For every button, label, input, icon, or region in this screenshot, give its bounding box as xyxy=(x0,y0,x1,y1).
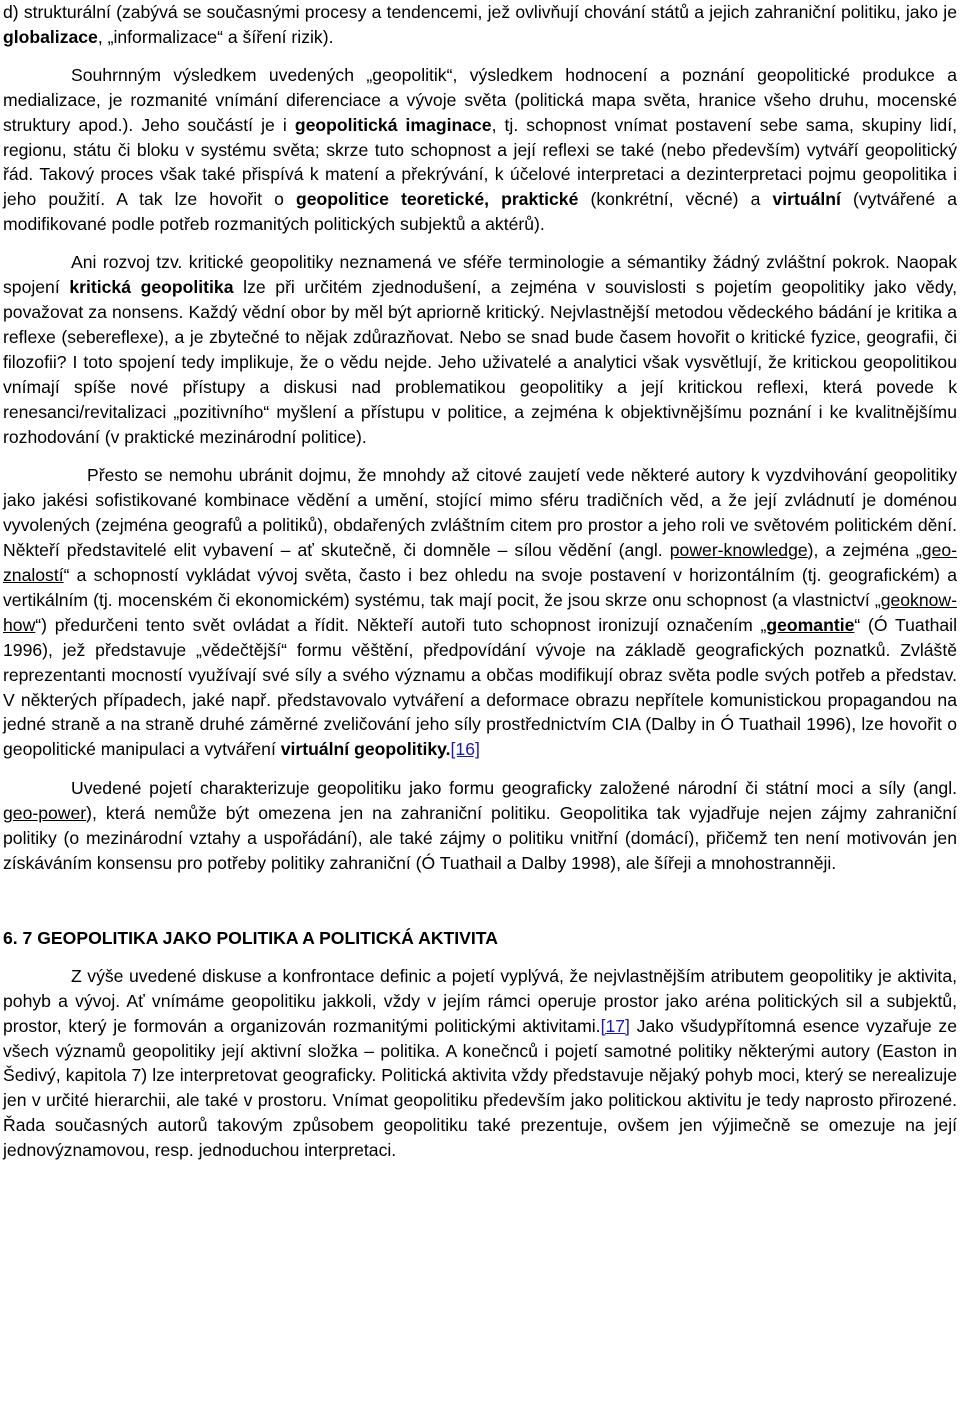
text: “) předurčeni tento svět ovládat a řídit. Někteří autoři tuto schopnost ironizují označením „ xyxy=(35,614,767,635)
paragraph-impression xyxy=(3,463,957,762)
text: d) strukturální (zabývá se současnými procesy a tendencemi, jež ovlivňují chování států a jejich zahraniční politiku, jako je xyxy=(3,2,957,22)
paragraph-geo-power xyxy=(3,776,957,876)
text: “ (Ó Tuathail 1996), jež představuje „vědečtější“ formu věštění, předpovídání vývoje na základě geografických poznatků. Zvláště reprezentanti mocností využívají své síly a svého významu a občas modifikují obraz světa podle svých potřeb a představ. V některých případech, jaké např. představovalo vytváření a deformace obrazu nepřítele komunistickou propagandou na jedné straně a na straně druhé záměrné zveličování jeho síly prostřednictvím CIA (Dalby in Ó Tuathail 1996), lze hovořit o geopolitické manipulaci a vytváření xyxy=(3,614,957,760)
bold-term-kriticka: kritická geopolitika xyxy=(69,277,234,298)
link-power-knowledge[interactable]: power-knowledge xyxy=(669,540,808,561)
text: lze při určitém zjednodušení, a zejména v souvislosti s pojetím geopolitiky jako vědy, považovat za nonsens. Každý vědní obor by měl být apriorně kritický. Nejvlastnější metodou vědeckého bádání je kritika a reflexe (sebereflexe), a je zbytečné to nějak zdůrazňovat. Nebo se snad bude časem hovořit o kritické fyzice, geografii, či filozofii? I toto spojení tedy implikuje, že o vědu nejde. Jeho uživatelé a analytici však vysvětlují, že kritickou geopolitikou vnímají spíše nové přístupy a diskusi nad problematikou geopolitiky a její kritickou reflexi, která povede k renesanci/revitalizaci „pozitivního“ myšlení a přístupu v politice, a zejména k objektivnějšímu poznání i ke kvalitnějšímu rozhodování (v praktické mezinárodní politice). xyxy=(3,277,957,447)
link-geo-power[interactable]: geo-power xyxy=(3,803,87,824)
bold-term-imaginace: geopolitická imaginace xyxy=(294,114,492,135)
footnote-link-17[interactable]: [17] xyxy=(600,1015,630,1036)
footnote-link-16[interactable]: [16] xyxy=(450,739,480,760)
text: (vytvářené a modifikované podle potřeb rozmanitých politických subjektů a aktérů). xyxy=(3,189,958,235)
document-page xyxy=(3,0,957,1163)
text: “ a schopností vykládat vývoj světa, často i bez ohledu na svoje postavení v horizontálním (tj. geografickém) a vertikálním (tj. mocenském či ekonomickém) systému, tak mají pocit, že jsou skrze onu schopnost (a vlastnictví „ xyxy=(3,565,957,610)
paragraph-structural xyxy=(3,0,957,50)
link-geo-znalosti[interactable]: geo-znalostí xyxy=(3,540,957,586)
bold-term-virtualni: virtuální xyxy=(772,189,841,210)
link-geomantie[interactable]: geomantie xyxy=(766,614,855,635)
section-heading: 6. 7 GEOPOLITIKA JAKO POLITIKA A POLITICKÁ AKTIVITA xyxy=(3,927,498,948)
text: , tj. schopnost vnímat postavení sebe sama, skupiny lidí, regionu, státu či bloku v systému světa; skrze tuto schopnost a její reflexi se také (nebo především) vytváří geopolitický řád. Takový proces však také přispívá k matení a překrývání, k účelové interpretaci a dezinterpretaci pojmu geopolitika i jeho použití. A tak lze hovořit o xyxy=(3,114,957,210)
bold-term-teoreticke: geopolitice teoretické, praktické xyxy=(296,189,579,210)
paragraph-summary xyxy=(3,63,957,237)
paragraph-critical-geopolitics xyxy=(3,250,957,449)
bold-term-globalizace: globalizace xyxy=(3,26,98,47)
text: , „informalizace“ a šíření rizik). xyxy=(97,26,334,47)
text: Přesto se nemohu ubránit dojmu, že mnohdy až citové zaujetí vede některé autory k vyzdvihování geopolitiky jako jakési sofistikované kombinace vědění a umění, stojící mimo sféru tradičních věd, a že její zvládnutí je doménou vyvolených (zejména geografů a politiků), obdařených zvláštním citem pro prostor a jeho roli ve světovém politickém dění. Někteří představitelé elit vybavení – ať skutečně, či domněle – sílou vědění (angl. xyxy=(3,465,957,561)
text: ), která nemůže být omezena jen na zahraniční politiku. Geopolitika tak vyjadřuje nejen zájmy zahraniční politiky (o mezinárodní vztahy a uspořádání), ale také zájmy o politiku vnitřní (domácí), přičemž ten není motivován jen získáváním konsensu pro potřeby politiky zahraniční (Ó Tuathail a Dalby 1998), ale šířeji a mnohostranněji. xyxy=(3,803,957,873)
link-geoknow-how[interactable]: geoknow-how xyxy=(3,589,957,635)
text: Uvedené pojetí charakterizuje geopolitiku jako formu geograficky založené národní či státní moci a síly (angl. xyxy=(71,778,957,799)
text: Ani rozvoj tzv. kritické geopolitiky neznamená ve sféře terminologie a sémantiky žádný zvláštní pokrok. Naopak spojení xyxy=(3,252,957,298)
text: Jako všudypřítomná esence vyzařuje ze všech významů geopolitiky její aktivní složka – politika. A konečnců i pojetí samotné politiky některými autory (Easton in Šedivý, kapitola 7) lze interpretovat geograficky. Politická aktivita vždy představuje nějaký pohyb moci, který se nerealizuje jen v určité hierarchii, ale také v prostoru. Vnímat geopolitiku především jako politickou aktivitu je tedy naprosto přirozené. Řada současných autorů takovým způsobem geopolitiku také prezentuje, ovšem jen výjimečně se omezuje na její jednovýznamovou, resp. jednoduchou interpretaci. xyxy=(3,1015,957,1161)
bold-term-virtualni-geopolitiky: virtuální geopolitiky. xyxy=(280,739,451,760)
text: ), a zejména „ xyxy=(807,540,922,561)
text: (konkrétní, věcné) a xyxy=(578,189,773,210)
text: Z výše uvedené diskuse a konfrontace definic a pojetí vyplývá, že nejvlastnějším atributem geopolitiky je aktivita, pohyb a vývoj. Ať vnímáme geopolitiku jakkoli, vždy v jejím rámci operuje prostor jako aréna politických sil a subjektů, prostor, který je formován a organizován rozmanitými politickými aktivitami. xyxy=(3,965,957,1036)
paragraph-politics-activity xyxy=(3,964,957,1163)
text: Souhrnným výsledkem uvedených „geopolitik“, výsledkem hodnocení a poznání geopolitické produkce a medializace, je rozmanité vnímání diferenciace a vývoje světa (politická mapa světa, hranice všeho druhu, mocenské struktury apod.). Jeho součástí je i xyxy=(3,64,957,135)
